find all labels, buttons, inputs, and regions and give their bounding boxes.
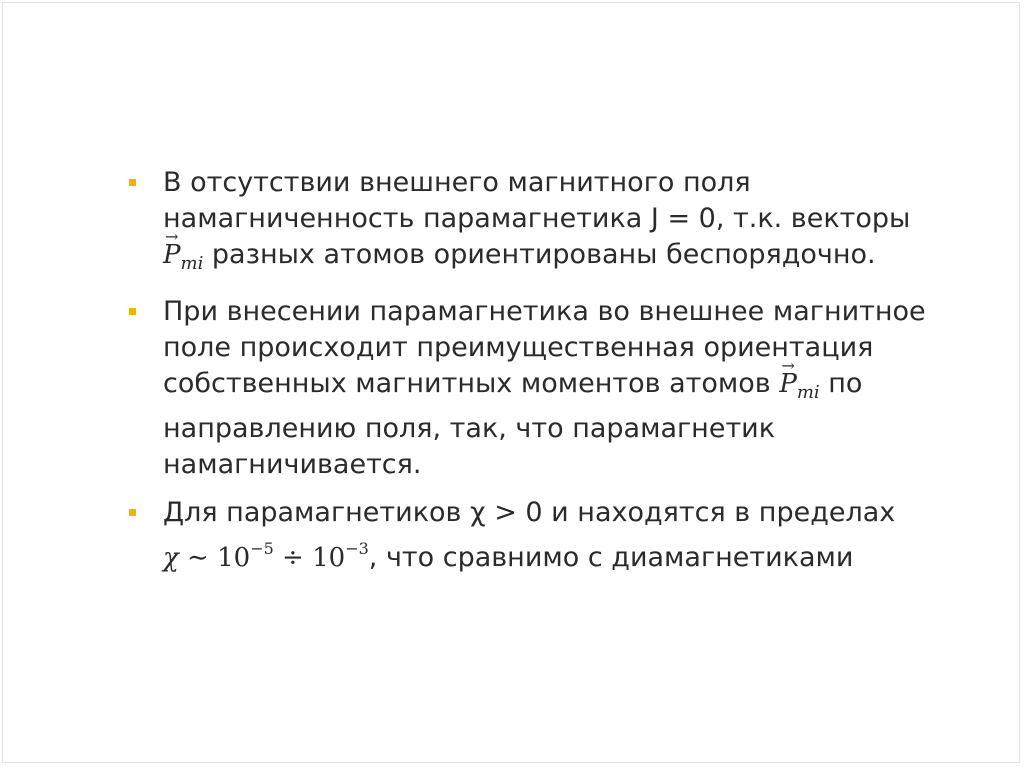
vector-p-subscript: mi bbox=[180, 253, 204, 274]
bullet-3-text-start: Для парамагнетиков χ > 0 и находятся в пределах bbox=[163, 497, 896, 528]
power-base-1: 10 bbox=[217, 543, 251, 573]
bullet-item-2 bbox=[125, 294, 955, 483]
power-exponent-1: −5 bbox=[250, 539, 274, 558]
vector-p-main: → P bbox=[163, 237, 181, 273]
bullet-1-text-start: В отсутствии внешнего магнитного поля намагниченность парамагнетика J = 0, т.к. векторы bbox=[163, 167, 911, 234]
susceptibility-range-formula bbox=[163, 539, 369, 573]
slide bbox=[2, 2, 1020, 763]
bullet-2-text-end: по направлению поля, так, что парамагнетик намагничивается. bbox=[163, 368, 863, 480]
bullet-item-3 bbox=[125, 495, 955, 576]
power-exponent-2: −3 bbox=[345, 539, 369, 558]
vector-p-main: → P bbox=[779, 366, 797, 402]
approx-symbol: ∼ bbox=[187, 543, 209, 573]
bullet-3-text-end: , что сравнимо с диамагнетиками bbox=[368, 542, 854, 573]
bullet-square-icon bbox=[129, 509, 136, 516]
divide-symbol: ÷ bbox=[282, 543, 304, 573]
vector-pmi-symbol bbox=[779, 369, 820, 403]
bullet-square-icon bbox=[129, 179, 136, 186]
bullet-1-text-end: разных атомов ориентированы беспорядочно. bbox=[211, 239, 876, 270]
bullet-2-text-start: При внесении парамагнетика во внешнее магнитное поле происходит преимущественная ориентация собственных магнитных моментов атомов bbox=[163, 296, 926, 399]
vector-pmi-symbol bbox=[163, 240, 204, 274]
power-base-2: 10 bbox=[312, 543, 346, 573]
slide-content bbox=[125, 165, 955, 588]
bullet-square-icon bbox=[129, 308, 136, 315]
chi-symbol: χ bbox=[163, 543, 179, 573]
bullet-item-1 bbox=[125, 165, 955, 282]
vector-p-subscript: mi bbox=[796, 382, 820, 403]
